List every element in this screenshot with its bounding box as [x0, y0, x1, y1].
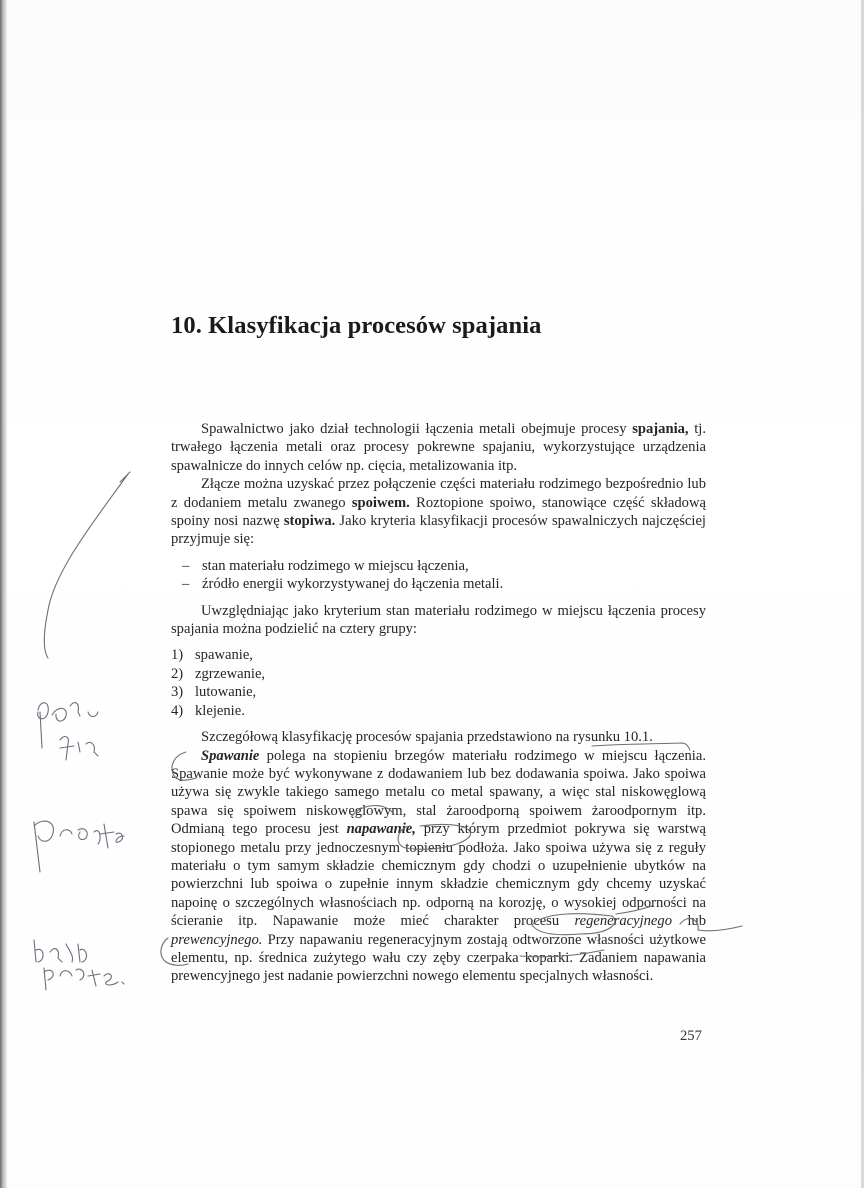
list-item — [171, 575, 706, 593]
handwritten-note-proste — [34, 821, 124, 872]
handwritten-note-pola-lukowy — [38, 703, 98, 760]
p5-text-f: lub — [672, 913, 706, 930]
margin-arc-mark — [44, 474, 128, 658]
paragraph-spawanie — [171, 747, 706, 986]
paragraph-zlacze — [171, 475, 706, 549]
page-number: 257 — [680, 1028, 702, 1044]
criteria-list — [171, 557, 706, 594]
term-napawanie: napawanie, — [346, 821, 416, 838]
p5-text-b: polega na stopieniu brzegów materiału rodzimego w miejscu łączenia. Spawanie może być wykonywane z dodawaniem lub bez dodawania spoiwa. Jako spoiwa używa się zwykle takiego samego metalu co metal spawany, a więc stal niskowęglową spawa się spoiwem niskowęglowym, stal żaroodporną spoiwem żaroodpornym itp. Odmianą tego procesu jest — [171, 747, 706, 838]
list-item-text: klejenie. — [195, 702, 245, 719]
list-item-text: stan materiału rodzimego w miejscu łączenia, — [202, 557, 469, 574]
term-stopiwa: stopiwa. — [283, 513, 336, 530]
number-marker: 2) — [171, 665, 184, 682]
term-prewencyjnego: prewencyjnego. — [171, 931, 263, 948]
p5-text-d: przy którym przedmiot pokrywa się warstwą stopionego metalu przy jednoczesnym topieniu podłoża. Jako spoiwa używa się z reguły materiału o tym samym składzie chemicznym gdy chodzi o uzupełnienie ubytków na powierzchni lub spoiwa o zupełnie innym składzie chemicznym gdy chcemy uzyskać napoinę o szczególnych własnościach np. odporną na korozję, o wysokiej odporności na ścieranie itp. Napawanie może mieć charakter procesu — [171, 821, 706, 930]
scan-shadow-left — [0, 0, 7, 1188]
list-item-text: zgrzewanie, — [195, 665, 266, 682]
term-regeneracyjnego: regeneracyjnego — [574, 913, 673, 930]
list-item — [171, 702, 706, 720]
list-item-text: źródło energii wykorzystywanej do łączenia metali. — [202, 576, 504, 593]
body-text — [171, 420, 706, 986]
p1-text-a: Spawalnictwo jako dział technologii łączenia metali obejmuje procesy — [201, 421, 633, 437]
p2-text-a: Złącze można uzyskać przez połączenie części materiału rodzimego bezpośrednio lub z dodaniem metalu zwanego — [171, 476, 706, 511]
handwritten-note-bardzo-proste — [34, 940, 124, 990]
margin-arc-tip — [120, 472, 130, 482]
list-item-text: spawanie, — [195, 647, 253, 664]
chapter-title: 10. Klasyfikacja procesów spajania — [171, 312, 542, 339]
p1-text-c: tj. trwałego łączenia metali oraz procesy pokrewne spajaniu, wykorzystujące urządzenia spawalnicze do innych celów np. cięcia, metalizowania itp. — [171, 421, 707, 474]
dash-marker: – — [182, 557, 190, 574]
p2-text-e: Jako kryteria klasyfikacji procesów spawalniczych najczęściej przyjmuje się: — [171, 513, 706, 548]
list-item — [171, 665, 706, 683]
term-spawanie: Spawanie — [201, 747, 260, 764]
term-spoiwem: spoiwem. — [351, 494, 410, 511]
number-marker: 3) — [171, 684, 184, 701]
dash-marker: – — [182, 576, 190, 593]
list-item — [171, 557, 706, 575]
term-spajania: spajania, — [632, 421, 689, 437]
list-item — [171, 683, 706, 701]
list-item-text: lutowanie, — [195, 684, 257, 701]
number-marker: 4) — [171, 702, 184, 719]
p5-text-h: Przy napawaniu regeneracyjnym zostają odtworzone własności użytkowe elementu, np. średnica zużytego wału czy zęby czerpaka koparki. Zadaniem napawania prewencyjnego jest nadanie powierzchni nowego elementu specjalnych własności. — [171, 931, 706, 985]
number-marker: 1) — [171, 647, 184, 664]
paragraph-uwzgledniajac: Uwzględniając jako kryterium stan materiału rodzimego w miejscu łączenia procesy spajania można podzielić na cztery grupy: — [171, 602, 706, 638]
groups-list — [171, 646, 706, 720]
list-item — [171, 646, 706, 664]
p2-text-c: Roztopione spoiwo, stanowiące część składową spoiny nosi nazwę — [171, 494, 706, 530]
paragraph-spawalnictwo — [171, 420, 706, 475]
paragraph-szczegolowa: Szczegółową klasyfikację procesów spajania przedstawiono na rysunku 10.1. — [201, 729, 653, 746]
